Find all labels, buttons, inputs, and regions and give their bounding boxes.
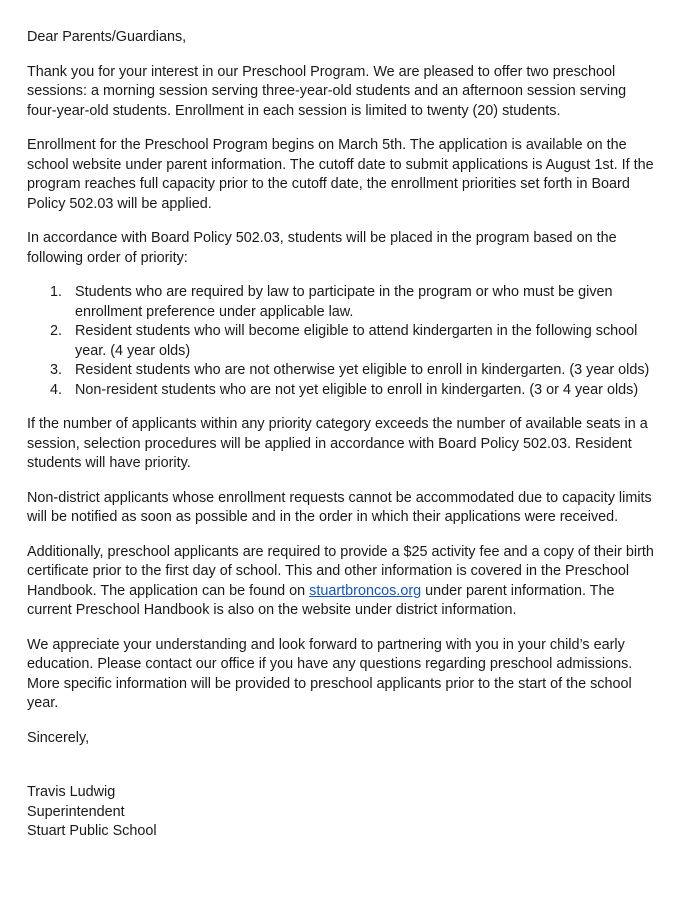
list-item (50, 283, 659, 322)
non-district-paragraph: Non-district applicants whose enrollment requests cannot be accommodated due to capacity limits will be notified as soon as possible and in the order in which their applications were received. (27, 489, 652, 525)
applicants-exceed-paragraph: If the number of applicants within any priority category exceeds the number of available seats in a session, selection procedures will be applied in accordance with Board Policy 502.03. Resident students will have priority. (27, 416, 648, 471)
closing: Sincerely, (27, 729, 90, 746)
fees-text-after-link: under parent information. The current Preschool Handbook is also on the website under district information. (27, 582, 615, 618)
list-item-number: 2. (50, 323, 63, 339)
list-item (50, 361, 659, 381)
list-item-text: Resident students who will become eligible to attend kindergarten in the following school year. (4 year olds) (75, 323, 638, 359)
appreciation-paragraph: We appreciate your understanding and look forward to partnering with you in your child’s early education. Please contact our office if you have any questions regarding preschool admissions. More specific information will be provided to preschool applicants prior to the start of the school year. (27, 636, 633, 711)
list-item-number: 4. (50, 381, 63, 398)
list-item-number: 1. (50, 284, 63, 300)
website-link[interactable]: stuartbroncos.org (309, 582, 422, 599)
greeting: Dear Parents/Guardians, (27, 29, 187, 45)
signature-title: Superintendent (27, 803, 125, 820)
list-item-text: Resident students who are not otherwise yet eligible to enroll in kindergarten. (3 year olds) (75, 362, 650, 378)
list-item (50, 322, 659, 361)
letter (27, 28, 659, 842)
priority-list (27, 283, 659, 400)
signature-organization: Stuart Public School (27, 823, 157, 839)
policy-intro-paragraph: In accordance with Board Policy 502.03, students will be placed in the program based on the following order of priority: (27, 230, 617, 266)
enrollment-paragraph: Enrollment for the Preschool Program begins on March 5th. The application is available on the school website under parent information. The cutoff date to submit applications is August 1st. If the program reaches full capacity prior to the cutoff date, the enrollment priorities set forth in Board Policy 502.03 will be applied. (27, 137, 654, 212)
signature-block (27, 783, 659, 842)
list-item-number: 3. (50, 362, 63, 378)
list-item (50, 381, 659, 401)
fees-text-before-link: Additionally, preschool applicants are required to provide a $25 activity fee and a copy of their birth certificate prior to the first day of school. This and other information is covered in the Preschool Handbook. The application can be found on (27, 543, 654, 599)
intro-paragraph: Thank you for your interest in our Preschool Program. We are pleased to offer two preschool sessions: a morning session serving three-year-old students and an afternoon session serving four-year-old students. Enrollment in each session is limited to twenty (20) students. (27, 63, 627, 119)
signature-name: Travis Ludwig (27, 784, 116, 800)
fees-paragraph (27, 543, 659, 621)
list-item-text: Non-resident students who are not yet eligible to enroll in kindergarten. (3 or 4 year olds) (75, 381, 639, 398)
list-item-text: Students who are required by law to participate in the program or who must be given enrollment preference under applicable law. (75, 284, 613, 320)
